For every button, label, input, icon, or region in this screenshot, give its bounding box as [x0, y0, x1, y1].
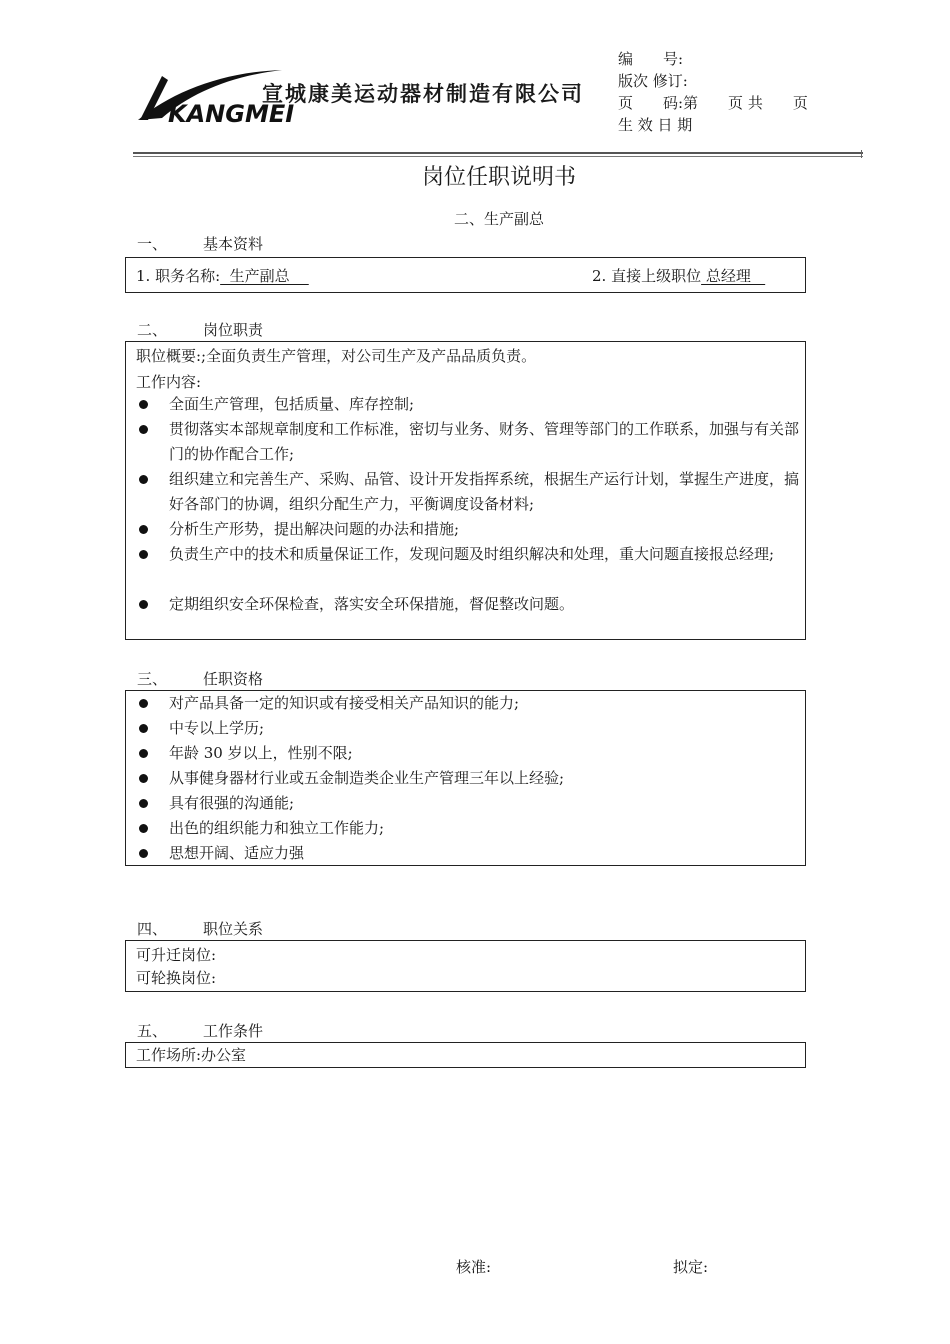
basic-info-box: [125, 257, 806, 293]
bullet-icon: [139, 525, 148, 534]
company-name: 宣城康美运动器材制造有限公司: [262, 81, 584, 106]
qualification-item: 对产品具备一定的知识或有接受相关产品知识的能力;: [136, 691, 799, 716]
bullet-icon: [139, 550, 148, 559]
qualification-item: 从事健身器材行业或五金制造类企业生产管理三年以上经验;: [136, 766, 799, 791]
bullet-icon: [139, 724, 148, 733]
duty-item: 贯彻落实本部规章制度和工作标准，密切与业务、财务、管理等部门的工作联系，加强与有关部门的协作配合工作;: [136, 417, 799, 467]
section-title: 职位关系: [203, 920, 264, 938]
section-number: 四、: [137, 920, 168, 938]
qualification-item: 年龄 30 岁以上，性别不限;: [136, 741, 799, 766]
duty-item: 组织建立和完善生产、采购、品管、设计开发指挥系统，根据生产运行计划，掌握生产进度，搞好各部门的协调，组织分配生产力，平衡调度设备材料;: [136, 467, 799, 517]
bullet-icon: [139, 824, 148, 833]
section-number: 三、: [137, 670, 168, 688]
section-qualifications-heading: [137, 668, 263, 689]
qualification-item: 思想开阔、适应力强: [136, 841, 799, 866]
job-name-field: [136, 266, 309, 286]
meta-effective-date: 生 效 日 期: [618, 116, 693, 134]
superior-label: 2. 直接上级职位: [592, 267, 702, 285]
conditions-box: [125, 1042, 806, 1068]
duty-item: 分析生产形势，提出解决问题的办法和措施;: [136, 517, 799, 542]
duty-item: 负责生产中的技术和质量保证工作，发现问题及时组织解决和处理，重大问题直接报总经理;: [136, 542, 799, 592]
job-overview: 职位概要:;全面负责生产管理，对公司生产及产品品质负责。: [136, 347, 537, 365]
qualification-item: 具有很强的沟通能;: [136, 791, 799, 816]
duty-item: 全面生产管理，包括质量、库存控制;: [136, 392, 799, 417]
document-subtitle: 二、生产副总: [453, 210, 544, 228]
draft-label: 拟定:: [673, 1258, 709, 1276]
duties-box: [125, 341, 806, 640]
bullet-icon: [139, 774, 148, 783]
superior-field: [592, 266, 765, 286]
section-number: 五、: [137, 1022, 168, 1040]
header-rule-tick: [861, 150, 862, 158]
bullet-icon: [139, 849, 148, 858]
bullet-icon: [139, 475, 148, 484]
meta-version: 版次 修订:: [618, 72, 688, 90]
approve-label: 核准:: [456, 1258, 492, 1276]
meta-code: 编 号:: [618, 50, 684, 68]
superior-value: 总经理: [701, 267, 766, 285]
work-content-label: 工作内容:: [136, 373, 202, 391]
section-title: 基本资料: [203, 235, 264, 253]
bullet-icon: [139, 600, 148, 609]
qualifications-box: [125, 690, 806, 866]
bullet-icon: [139, 799, 148, 808]
rotatable-position: 可轮换岗位:: [136, 969, 217, 987]
relations-box: [125, 940, 806, 992]
bullet-icon: [139, 749, 148, 758]
section-conditions-heading: [137, 1020, 263, 1041]
meta-page: 页 码:第 页 共 页: [618, 94, 808, 112]
qualification-item: 中专以上学历;: [136, 716, 799, 741]
section-title: 任职资格: [203, 670, 264, 688]
duty-item: 定期组织安全环保检查，落实安全环保措施，督促整改问题。: [136, 592, 799, 617]
section-title: 工作条件: [203, 1022, 264, 1040]
bullet-icon: [139, 425, 148, 434]
job-name-label: 1. 职务名称:: [136, 267, 221, 285]
header-rule: [133, 152, 863, 154]
promotable-position: 可升迁岗位:: [136, 946, 217, 964]
job-name-value: 生产副总: [220, 267, 309, 285]
header-rule-thin: [133, 156, 863, 157]
bullet-icon: [139, 400, 148, 409]
section-relations-heading: [137, 918, 263, 939]
section-basic-info-heading: [137, 233, 263, 254]
section-duties-heading: [137, 319, 263, 340]
qualification-item: 出色的组织能力和独立工作能力;: [136, 816, 799, 841]
workplace: 工作场所:办公室: [136, 1046, 247, 1064]
bullet-icon: [139, 699, 148, 708]
section-number: 二、: [137, 321, 168, 339]
section-title: 岗位职责: [203, 321, 264, 339]
document-title: 岗位任职说明书: [421, 165, 576, 190]
logo-wordmark: KANGMEI: [168, 100, 295, 128]
section-number: 一、: [137, 235, 168, 253]
